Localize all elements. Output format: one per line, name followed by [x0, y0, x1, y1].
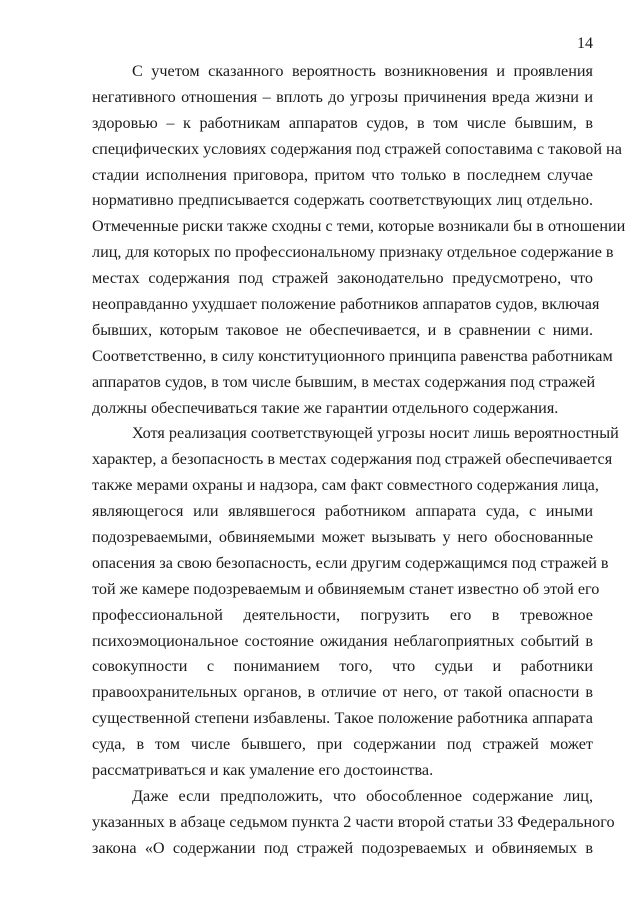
text-line: суда, в том числе бывшего, при содержании под стражей может — [92, 735, 593, 754]
text-line: аппаратов судов, в том числе бывшим, в местах содержания под стражей — [92, 372, 596, 391]
text-line: указанных в абзаце седьмом пункта 2 части второй статьи 33 Федерального — [92, 812, 615, 831]
text-line: профессиональной деятельности, погрузить его в тревожное — [92, 605, 593, 624]
text-line: психоэмоциональное состояние ожидания неблагоприятных событий в — [92, 631, 593, 650]
text-line: той же камере подозреваемым и обвиняемым станет известно об этой его — [92, 579, 600, 598]
text-line: Соответственно, в силу конституционного принципа равенства работникам — [92, 346, 613, 365]
text-line: бывших, которым таковое не обеспечивается, и в сравнении с ними. — [92, 320, 593, 339]
text-line: нормативно предписывается содержать соответствующих лиц отдельно. — [92, 191, 593, 210]
text-line: Отмеченные риски также сходны с теми, которые возникали бы в отношении — [92, 217, 626, 236]
text-line: существенной степени избавлены. Такое положение работника аппарата — [92, 709, 593, 728]
text-line: подозреваемыми, обвиняемыми может вызывать у него обоснованные — [92, 528, 593, 547]
text-line: здоровью – к работникам аппаратов судов, в том числе бывшим, в — [92, 113, 593, 132]
text-line: должны обеспечиваться такие же гарантии отдельного содержания. — [92, 398, 559, 417]
text-line: рассматриваться и как умаление его достоинства. — [92, 761, 434, 780]
text-line: специфических условиях содержания под стражей сопоставима с таковой на — [92, 139, 622, 158]
text-line: неоправданно ухудшает положение работников аппаратов судов, включая — [92, 295, 600, 314]
text-line: лиц, для которых по профессиональному признаку отдельное содержание в — [92, 243, 614, 262]
document-body — [92, 59, 626, 862]
paragraph — [92, 59, 626, 421]
text-line: Хотя реализация соответствующей угрозы носит лишь вероятностный — [132, 424, 619, 443]
text-line: стадии исполнения приговора, притом что только в последнем случае — [92, 165, 593, 184]
text-line: негативного отношения – вплоть до угрозы причинения вреда жизни и — [92, 87, 593, 106]
paragraph — [92, 784, 615, 862]
text-line: Даже если предположить, что обособленное содержание лиц, — [132, 786, 593, 805]
text-line: закона «О содержании под стражей подозреваемых и обвиняемых в — [92, 838, 593, 857]
text-line: совокупности с пониманием того, что судьи и работники — [92, 657, 593, 676]
page-number: 14 — [577, 35, 593, 52]
text-line: С учетом сказанного вероятность возникновения и проявления — [132, 62, 593, 80]
paragraph — [92, 421, 619, 783]
text-line: также мерами охраны и надзора, сам факт совместного содержания лица, — [92, 476, 599, 495]
text-line: правоохранительных органов, в отличие от него, от такой опасности в — [92, 683, 593, 702]
text-line: являющегося или являвшегося работником аппарата суда, с иными — [92, 502, 593, 521]
text-line: характер, а безопасность в местах содержания под стражей обеспечивается — [92, 450, 613, 469]
text-line: местах содержания под стражей законодательно предусмотрено, что — [92, 269, 593, 288]
text-line: опасения за свою безопасность, если другим содержащимся под стражей в — [92, 553, 609, 572]
